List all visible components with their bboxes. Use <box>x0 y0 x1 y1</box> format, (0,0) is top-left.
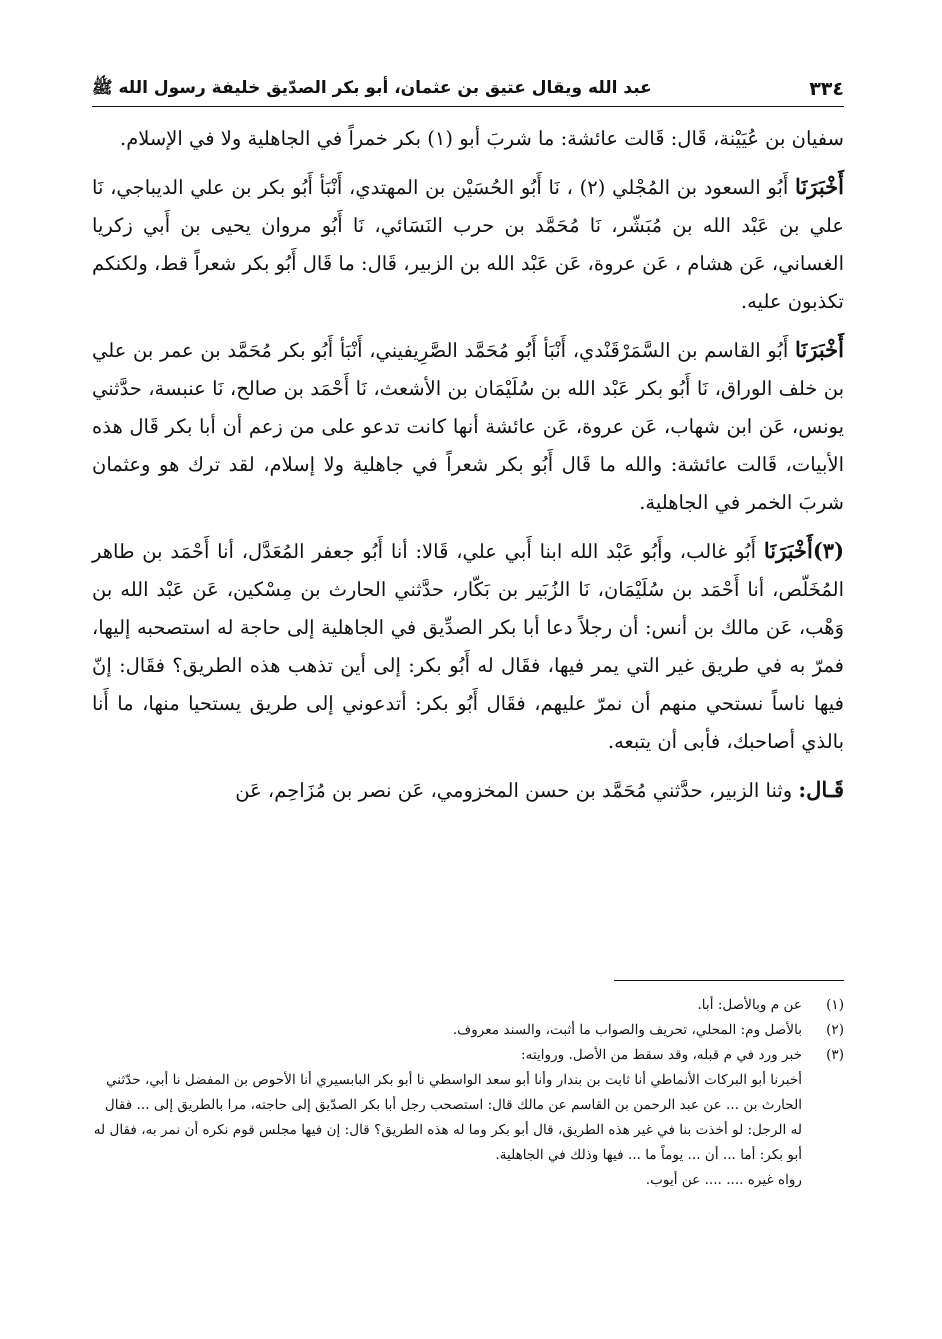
paragraph <box>92 168 844 321</box>
paragraph <box>92 771 844 810</box>
paragraph <box>92 331 844 522</box>
footnote-number: (١) <box>826 997 844 1013</box>
footnote-divider <box>614 980 844 981</box>
paragraph-lead: قَـال: <box>798 777 844 802</box>
footnote <box>92 1018 844 1043</box>
footnote-text: عن م وبالأصل: أبا. <box>697 997 802 1013</box>
paragraph-lead: أَخْبَرَنَا <box>795 174 844 199</box>
footnote-continuation: رواه غيره .... .... عن أيوب. <box>645 1172 802 1188</box>
footnotes <box>92 980 844 1193</box>
running-title: عبد الله ويقال عتيق بن عثمان، أبو بكر الصدّيق خليفة رسول الله ﷺ <box>92 77 652 98</box>
footnote-continuation: أخبرنا أبو البركات الأنماطي أنا ثابت بن بندار وأنا أبو سعد الواسطي نا أبو بكر البابسيري أنا الأحوص بن المفضل نا أبي، حدّثني الحارث بن ... عن عبد الرحمن بن القاسم عن مالك قال: استصحب رجل أبا بكر الصدّيق إلى حاجته، مرا بالطريق إلى ... فقال له الرجل: لو أخذت بنا في غير هذه الطريق، قال أبو بكر وما له هذه الطريق؟ قال: إن فيها مجلس قوم نكره أن نمر به، فقال له أبو بكر: أما ... أن ... يوماً ما ... فيها وذلك في الجاهلية. <box>93 1072 802 1163</box>
paragraph-text: أَبُو القاسم بن السَّمَرْقَنْدي، أَنْبَأ أَبُو مُحَمَّد الصَّرِيفيني، أَنْبَأ أَبُو بكر مُحَمَّد بن عمر بن علي بن خلف الوراق، نَا أَبُو بكر عَبْد الله بن سُلَيْمَان بن الأشعث، نَا أَحْمَد بن صالح، نَا عنبسة، حدَّثني يونس، عَن ابن شهاب، عَن عروة، عَن عائشة أنها كانت تدعو على من زعم أن أبا بكر قَال هذه الأبيات، قَالت عائشة: والله ما قَال أَبُو بكر شعراً في جاهلية ولا إسلام، لقد ترك هو وعثمان شربَ الخمر في الجاهلية. <box>92 339 844 514</box>
paragraph-text: أَبُو السعود بن المُجْلي (٢) ، نَا أَبُو الحُسَيْن بن المهتدي، أَنْبَأ أَبُو بكر بن علي الديباجي، نَا علي بن عَبْد الله بن مُبَشّر، نَا مُحَمَّد بن حرب النَسَائي، نَا أَبُو مروان يحيى بن أَبي زكريا الغساني، عَن هشام ، عَن عروة، عَن عَبْد الله بن الزبير، قَال: ما قَال أَبُو بكر شعراً قط، ولكنكم تكذبون عليه. <box>92 176 844 313</box>
footnote-number: (٢) <box>826 1022 844 1038</box>
footnote-text: خبر ورد في م قبله، وقد سقط من الأصل. وروايته: <box>520 1047 802 1063</box>
paragraph-text: سفيان بن عُيَيْنة، قَال: قَالت عائشة: ما شربَ أبو (١) بكر خمراً في الجاهلية ولا في الإسلام. <box>120 127 844 150</box>
book-page <box>92 72 844 1312</box>
footnote-text: بالأصل وم: المحلي، تحريف والصواب ما أثبت، والسند معروف. <box>452 1022 802 1038</box>
footnote <box>92 993 844 1018</box>
paragraph-lead: (٣)أَخْبَرَنَا <box>763 538 844 563</box>
paragraph-text: أَبُو غالب، وأَبُو عَبْد الله ابنا أَبي علي، قَالا: أنا أَبُو جعفر المُعَدَّل، أنا أَحْمَد بن طاهر المُخَلّص، أنا أَحْمَد بن سُلَيْمَان، نَا الزُبَير بن بَكّار، حدَّثني الحارث بن مِسْكين، عَن عَبْد الله بن وَهْب، عَن مالك بن أنس: أن رجلاً دعا أبا بكر الصدِّيق في الجاهلية إلى حاجة له استصحبه إليها، فمرّ به في طريق غير التي يمر فيها، فقَال له أَبُو بكر: إلى أين تذهب هذه الطريق؟ فقَال: إنّ فيها ناساً نستحي منهم أن نمرّ عليهم، فقَال أَبُو بكر: أتدعوني إلى طريق يستحيا منها، ما أَنا بالذي أصاحبك، فأبى أن يتبعه. <box>92 540 844 753</box>
page-header <box>92 72 844 107</box>
footnote <box>92 1043 844 1068</box>
page-number: ٣٣٤ <box>809 78 844 100</box>
footnote-number: (٣) <box>826 1047 844 1063</box>
paragraph-lead: أَخْبَرَنَا <box>795 337 844 362</box>
body-text <box>92 119 844 810</box>
paragraph-text: وثنا الزبير، حدَّثني مُحَمَّد بن حسن المخزومي، عَن نصر بن مُزَاحِم، عَن <box>235 779 799 802</box>
paragraph <box>92 119 844 158</box>
paragraph <box>92 532 844 761</box>
